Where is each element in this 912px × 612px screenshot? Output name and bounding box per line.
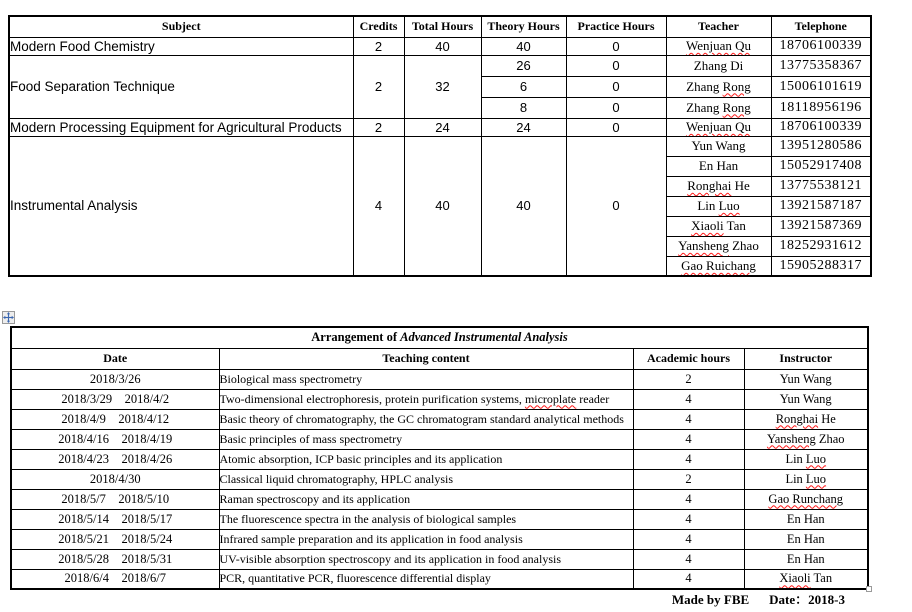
misspelled-word: Luo [805,471,827,486]
text-segment: En Han [786,551,825,566]
course-column-header: Credits [353,16,404,37]
course-column-header: Total Hours [404,16,481,37]
schedule-table [10,326,869,590]
schedule-title-cell [11,327,868,348]
practice-hours-cell: 0 [566,136,666,276]
teacher-cell [666,156,771,176]
schedule-column-header: Academic hours [633,348,744,369]
teaching-content-cell [219,529,633,549]
theory-hours-cell: 24 [481,118,566,136]
text-segment: Raman spectroscopy and its application [219,491,411,506]
text-segment: reader [576,391,610,406]
academic-hours-cell: 4 [633,449,744,469]
schedule-column-header: Teaching content [219,348,633,369]
date-cell: 2018/5/28 2018/5/31 [11,549,219,569]
text-segment: En Han [698,158,739,173]
telephone-cell: 13921587369 [771,216,871,236]
text-segment: Two-dimensional electrophoresis, protein purification systems, [219,391,525,406]
misspelled-word: microplate [524,391,577,406]
instructor-cell [744,489,868,509]
schedule-title-course-name: Advanced Instrumental Analysis [400,330,568,345]
course-table-row [9,136,871,156]
text-segment: Infrared sample preparation and its application in food analysis [219,531,523,546]
teaching-content-cell [219,469,633,489]
text-segment: PCR, quantitative PCR, fluorescence differential display [219,571,491,586]
practice-hours-cell: 0 [566,118,666,136]
telephone-cell: 15905288317 [771,256,871,276]
schedule-table-row [11,569,868,589]
text-segment: Biological mass spectrometry [219,371,363,386]
instructor-cell [744,509,868,529]
schedule-column-header: Date [11,348,219,369]
teaching-content-cell [219,449,633,469]
text-segment: En Han [786,511,825,526]
instructor-cell [744,389,868,409]
theory-hours-cell: 40 [481,37,566,55]
academic-hours-cell: 2 [633,369,744,389]
schedule-table-row [11,369,868,389]
schedule-table-row [11,409,868,429]
misspelled-word: Rong [722,99,751,115]
telephone-cell: 13921587187 [771,196,871,216]
telephone-cell: 13951280586 [771,136,871,156]
instructor-cell [744,429,868,449]
telephone-cell: 13775358367 [771,55,871,76]
text-segment: Zhao [815,431,845,446]
practice-hours-cell: 0 [566,76,666,97]
academic-hours-cell: 4 [633,509,744,529]
course-table-header-row [9,16,871,37]
teaching-content-cell [219,569,633,589]
text-segment: Zhang [686,78,723,94]
date-cell: 2018/4/9 2018/4/12 [11,409,219,429]
misspelled-word: Luo [805,451,827,466]
text-segment: Zhang [686,99,723,115]
total-hours-cell: 32 [404,55,481,118]
telephone-cell: 18252931612 [771,236,871,256]
date-cell: 2018/3/26 [11,369,219,389]
course-table-row [9,37,871,55]
date-cell: 2018/6/4 2018/6/7 [11,569,219,589]
teacher-cell [666,216,771,236]
practice-hours-cell: 0 [566,97,666,118]
practice-hours-cell: 0 [566,37,666,55]
made-by-text: Made by FBE [671,592,750,607]
schedule-title-row [11,327,868,348]
teacher-cell [666,118,771,136]
schedule-table-row [11,489,868,509]
subject-cell: Instrumental Analysis [9,136,353,276]
telephone-cell: 13775538121 [771,176,871,196]
text-segment: Atomic absorption, ICP basic principles and its application [219,451,503,466]
academic-hours-cell: 4 [633,549,744,569]
text-segment: Basic theory of chromatography, the GC chromatogram standard analytical methods [219,411,624,426]
misspelled-word: Rong [722,78,751,94]
date-cell: 2018/5/14 2018/5/17 [11,509,219,529]
academic-hours-cell: 4 [633,489,744,509]
instructor-cell [744,369,868,389]
academic-hours-cell: 4 [633,389,744,409]
text-segment: Yun Wang [779,391,832,406]
theory-hours-cell: 8 [481,97,566,118]
teaching-content-cell [219,409,633,429]
text-segment: Zhang Di [693,57,744,73]
teacher-cell [666,37,771,55]
teacher-cell [666,176,771,196]
teaching-content-cell [219,429,633,449]
text-segment: Lin [785,451,806,466]
teacher-cell [666,196,771,216]
misspelled-word: Ronghai [775,411,819,426]
text-segment: Tan [810,571,833,586]
misspelled-word: Xiaoli [779,571,811,586]
theory-hours-cell: 6 [481,76,566,97]
text-segment: En Han [786,531,825,546]
text-segment: Lin [697,198,719,213]
schedule-table-row [11,529,868,549]
academic-hours-cell: 4 [633,429,744,449]
teaching-content-cell [219,549,633,569]
date-cell: 2018/4/16 2018/4/19 [11,429,219,449]
practice-hours-cell: 0 [566,55,666,76]
schedule-table-row [11,429,868,449]
theory-hours-cell: 26 [481,55,566,76]
teacher-cell [666,256,771,276]
move-icon [3,312,14,323]
telephone-cell: 15006101619 [771,76,871,97]
course-table-row [9,55,871,76]
text-segment: Basic principles of mass spectrometry [219,431,403,446]
instructor-cell [744,569,868,589]
teaching-content-cell [219,509,633,529]
credits-cell: 2 [353,55,404,118]
text-segment: The fluorescence spectra in the analysis of biological samples [219,511,517,526]
text-segment: Classical liquid chromatography, HPLC analysis [219,471,454,486]
date-cell: 2018/5/21 2018/5/24 [11,529,219,549]
course-table-row [9,118,871,136]
academic-hours-cell: 4 [633,529,744,549]
schedule-table-row [11,389,868,409]
course-hours-table [8,15,872,277]
subject-cell: Modern Processing Equipment for Agricultural Products [9,118,353,136]
footer-date-text: Date：2018-3 [769,592,845,607]
teaching-content-cell [219,369,633,389]
misspelled-word: Ronghai [687,178,732,193]
text-segment: Zhao [728,238,759,253]
misspelled-word: Gao Ruichang [681,257,756,273]
misspelled-word: Xiaoli [691,218,724,233]
teaching-content-cell [219,389,633,409]
subject-cell: Modern Food Chemistry [9,37,353,55]
schedule-header-row [11,348,868,369]
instructor-cell [744,529,868,549]
text-segment: Lin [785,471,806,486]
academic-hours-cell: 4 [633,409,744,429]
teacher-cell [666,236,771,256]
credits-cell: 2 [353,37,404,55]
schedule-table-row [11,449,868,469]
date-cell: 2018/3/29 2018/4/2 [11,389,219,409]
text-segment: Yun Wang [779,371,832,386]
end-of-table-marker-icon [866,586,872,592]
misspelled-word: Wenjuan Qu [685,119,752,134]
text-segment: Yun Wang [691,138,746,153]
schedule-title-prefix: Arrangement of [311,330,401,345]
teacher-cell [666,136,771,156]
subject-cell: Food Separation Technique [9,55,353,118]
schedule-table-row [11,549,868,569]
telephone-cell: 18706100339 [771,118,871,136]
course-column-header: Subject [9,16,353,37]
misspelled-word: Wenjuan Qu [685,38,752,53]
teacher-cell [666,76,771,97]
table-move-handle[interactable] [2,311,15,324]
course-column-header: Theory Hours [481,16,566,37]
teaching-content-cell [219,489,633,509]
misspelled-word: Yansheng [678,238,729,253]
text-segment: Tan [723,218,746,233]
theory-hours-cell: 40 [481,136,566,276]
academic-hours-cell: 4 [633,569,744,589]
instructor-cell [744,469,868,489]
date-cell: 2018/4/23 2018/4/26 [11,449,219,469]
total-hours-cell: 40 [404,136,481,276]
misspelled-word: Luo [718,198,740,213]
schedule-table-row [11,469,868,489]
date-cell: 2018/4/30 [11,469,219,489]
telephone-cell: 18706100339 [771,37,871,55]
academic-hours-cell: 2 [633,469,744,489]
text-segment: He [818,411,836,426]
teacher-cell [666,55,771,76]
text-segment: UV-visible absorption spectroscopy and its application in food analysis [219,551,562,566]
course-column-header: Telephone [771,16,871,37]
telephone-cell: 15052917408 [771,156,871,176]
instructor-cell [744,409,868,429]
misspelled-word: Yansheng [766,431,816,446]
credits-cell: 4 [353,136,404,276]
text-segment: He [731,178,750,193]
schedule-table-row [11,509,868,529]
course-column-header: Practice Hours [566,16,666,37]
course-column-header: Teacher [666,16,771,37]
date-cell: 2018/5/7 2018/5/10 [11,489,219,509]
instructor-cell [744,449,868,469]
credits-cell: 2 [353,118,404,136]
total-hours-cell: 24 [404,118,481,136]
total-hours-cell: 40 [404,37,481,55]
teacher-cell [666,97,771,118]
telephone-cell: 18118956196 [771,97,871,118]
instructor-cell [744,549,868,569]
schedule-column-header: Instructor [744,348,868,369]
misspelled-word: Gao Runchang [768,491,844,506]
footer-note [0,589,845,608]
